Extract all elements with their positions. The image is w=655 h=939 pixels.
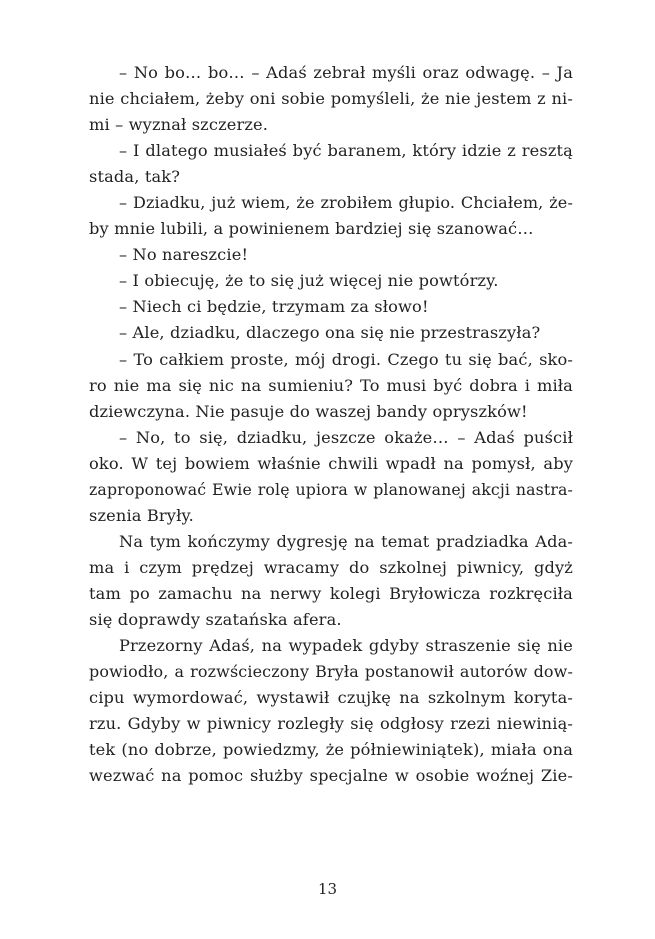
text-line: – To całkiem proste, mój drogi. Czego tu się bać, sko- <box>119 349 573 369</box>
text-line: rzu. Gdyby w piwnicy rozległy się odgłosy rzezi niewinią- <box>89 714 573 734</box>
text-line: oko. W tej bowiem właśnie chwili wpadł na pomysł, aby <box>89 453 573 473</box>
text-line: powiodło, a rozwścieczony Bryła postanowił autorów dow- <box>89 662 573 682</box>
text-line: wezwać na pomoc służby specjalne w osobie woźnej Zie- <box>89 766 573 786</box>
text-line: Przezorny Adaś, na wypadek gdyby straszenie się nie <box>119 636 573 656</box>
text-line: cipu wymordować, wystawił czujkę na szkolnym koryta- <box>89 688 573 708</box>
text-line: tek (no dobrze, powiedzmy, że półniewiniątek), miała ona <box>89 740 573 760</box>
text-line: mi – wyznał szczerze. <box>89 115 269 135</box>
body-text <box>89 60 573 789</box>
text-line: nie chciałem, żeby oni sobie pomyśleli, że nie jestem z ni- <box>89 89 573 109</box>
text-line: by mnie lubili, a powinienem bardziej się szanować… <box>89 219 534 239</box>
text-line: – I obiecuję, że to się już więcej nie powtórzy. <box>119 271 499 291</box>
text-line: – Niech ci będzie, trzymam za słowo! <box>119 297 429 317</box>
text-line: się doprawdy szatańska afera. <box>89 609 342 629</box>
text-line: ma i czym prędzej wracamy do szkolnej piwnicy, gdyż <box>89 557 573 577</box>
text-line: zaproponować Ewie rolę upiora w planowanej akcji nastra- <box>89 479 573 499</box>
text-line: ro nie ma się nic na sumieniu? To musi być dobra i miła <box>89 375 573 395</box>
text-line: dziewczyna. Nie pasuje do waszej bandy opryszków! <box>89 401 528 421</box>
text-line: – No bo… bo… – Adaś zebrał myśli oraz odwagę. – Ja <box>119 63 573 82</box>
text-line: Na tym kończymy dygresję na temat pradziadka Ada- <box>119 531 573 551</box>
text-line: tam po zamachu na nerwy kolegi Bryłowicza rozkręciła <box>89 583 573 603</box>
text-line: szenia Bryły. <box>89 505 194 525</box>
text-line: – Dziadku, już wiem, że zrobiłem głupio. Chciałem, że- <box>119 193 573 213</box>
text-line: – No, to się, dziadku, jeszcze okaże… – Adaś puścił <box>119 427 573 447</box>
text-line: – Ale, dziadku, dlaczego ona się nie przestraszyła? <box>119 323 541 343</box>
text-line: stada, tak? <box>89 167 181 187</box>
page-number: 13 <box>317 880 338 898</box>
text-line: – I dlatego musiałeś być baranem, który idzie z resztą <box>119 141 573 161</box>
text-line: – No nareszcie! <box>119 245 249 265</box>
